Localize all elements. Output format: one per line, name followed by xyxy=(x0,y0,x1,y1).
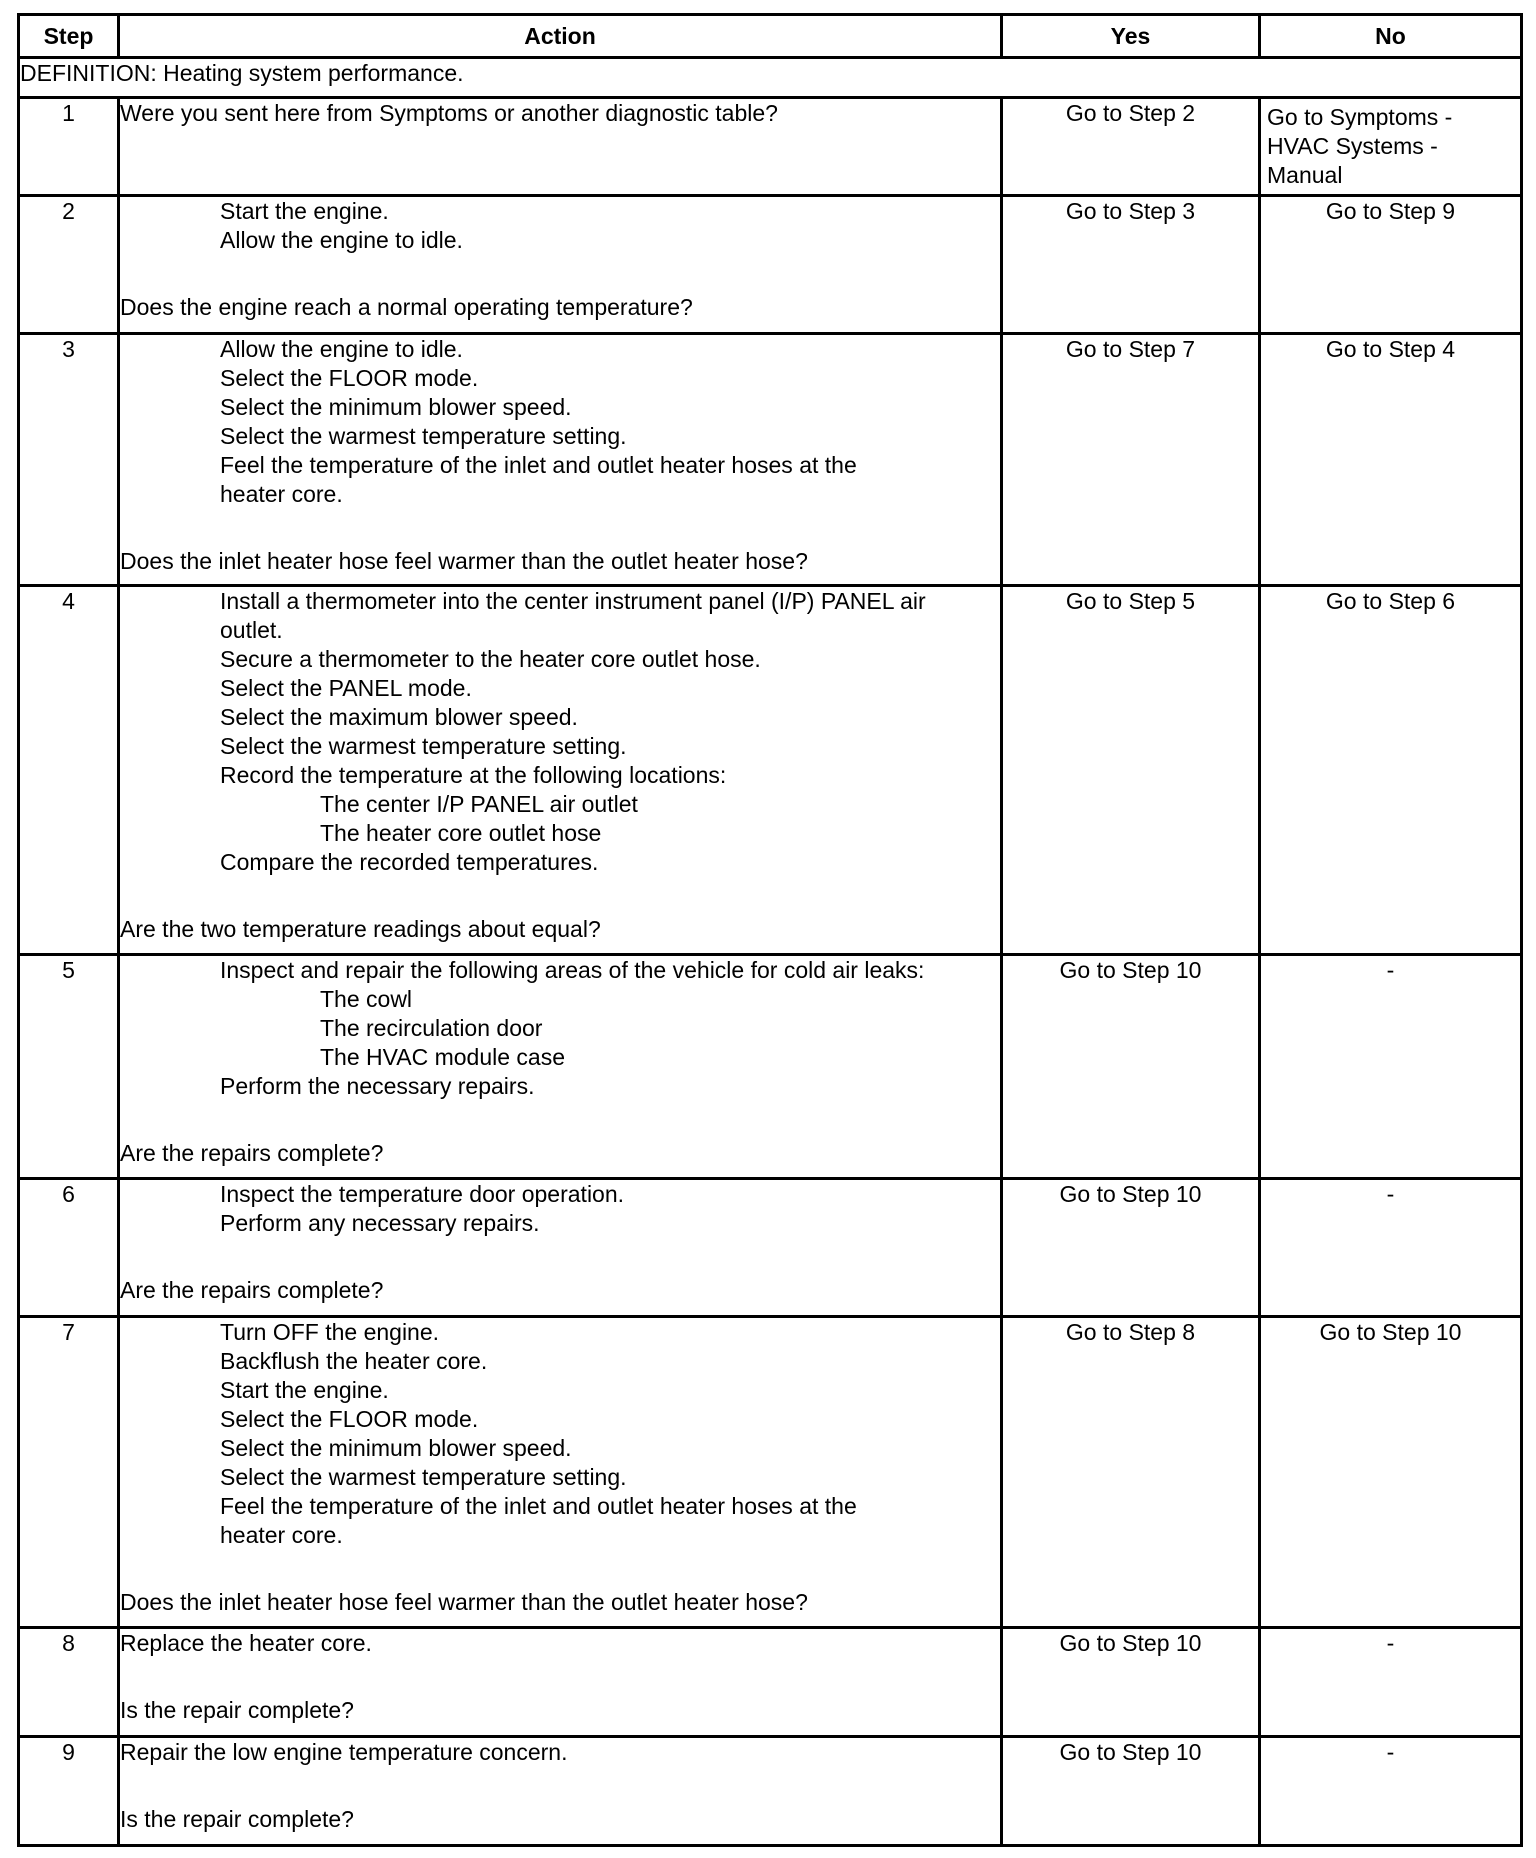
action-cell xyxy=(119,334,1002,586)
action-question: Are the two temperature readings about equal? xyxy=(120,916,601,942)
no-cell: Go to Step 9 xyxy=(1260,196,1522,334)
yes-cell: Go to Step 3 xyxy=(1002,196,1260,334)
action-line: Select the warmest temperature setting. xyxy=(220,733,627,759)
yes-cell: Go to Step 5 xyxy=(1002,586,1260,955)
no-cell: - xyxy=(1260,955,1522,1179)
action-cell xyxy=(119,955,1002,1179)
action-line: Feel the temperature of the inlet and outlet heater hoses at the heater core. xyxy=(220,1493,864,1548)
action-cell xyxy=(119,586,1002,955)
action-question: Does the engine reach a normal operating temperature? xyxy=(120,294,693,320)
action-line: Repair the low engine temperature concern. xyxy=(120,1739,568,1765)
table-row xyxy=(19,586,1522,955)
table-row xyxy=(19,1628,1522,1737)
step-number: 8 xyxy=(19,1628,119,1737)
no-cell: Go to Step 4 xyxy=(1260,334,1522,586)
action-subline: The center I/P PANEL air outlet xyxy=(320,791,638,817)
action-question: Does the inlet heater hose feel warmer than the outlet heater hose? xyxy=(120,1589,808,1615)
step-number: 7 xyxy=(19,1317,119,1628)
action-question: Does the inlet heater hose feel warmer than the outlet heater hose? xyxy=(120,548,808,574)
definition-text: DEFINITION: Heating system performance. xyxy=(19,58,1522,98)
action-line: Install a thermometer into the center instrument panel (I/P) PANEL air outlet. xyxy=(220,588,933,643)
yes-cell: Go to Step 10 xyxy=(1002,955,1260,1179)
step-number: 2 xyxy=(19,196,119,334)
no-cell: - xyxy=(1260,1737,1522,1846)
action-question: Is the repair complete? xyxy=(120,1806,354,1832)
action-question: Is the repair complete? xyxy=(120,1697,354,1723)
action-line: Start the engine. xyxy=(220,198,389,224)
header-no: No xyxy=(1260,15,1522,58)
step-number: 4 xyxy=(19,586,119,955)
table-row xyxy=(19,1737,1522,1846)
header-action: Action xyxy=(119,15,1002,58)
action-line: Replace the heater core. xyxy=(120,1630,372,1656)
table-row xyxy=(19,1179,1522,1317)
action-subline: The cowl xyxy=(320,986,413,1012)
action-line: Secure a thermometer to the heater core outlet hose. xyxy=(220,646,761,672)
action-line: Select the FLOOR mode. xyxy=(220,1406,479,1432)
action-line: Compare the recorded temperatures. xyxy=(220,849,599,875)
step-number: 3 xyxy=(19,334,119,586)
header-row xyxy=(19,15,1522,58)
no-cell: Go to Symptoms - HVAC Systems - Manual xyxy=(1260,98,1522,196)
action-line: Select the PANEL mode. xyxy=(220,675,472,701)
no-cell: - xyxy=(1260,1179,1522,1317)
table-row xyxy=(19,334,1522,586)
action-cell xyxy=(119,1628,1002,1737)
action-cell xyxy=(119,1737,1002,1846)
step-number: 1 xyxy=(19,98,119,196)
no-cell: - xyxy=(1260,1628,1522,1737)
action-line: Start the engine. xyxy=(220,1377,389,1403)
action-line: Turn OFF the engine. xyxy=(220,1319,440,1345)
action-line: Inspect the temperature door operation. xyxy=(220,1181,625,1207)
action-subline: The heater core outlet hose xyxy=(320,820,602,846)
no-cell: Go to Step 10 xyxy=(1260,1317,1522,1628)
yes-cell: Go to Step 10 xyxy=(1002,1737,1260,1846)
step-number: 5 xyxy=(19,955,119,1179)
action-question: Are the repairs complete? xyxy=(120,1277,384,1303)
action-line: Allow the engine to idle. xyxy=(220,227,463,253)
action-line: Select the FLOOR mode. xyxy=(220,365,479,391)
header-step: Step xyxy=(19,15,119,58)
action-line: Perform any necessary repairs. xyxy=(220,1210,540,1236)
yes-cell: Go to Step 10 xyxy=(1002,1179,1260,1317)
yes-cell: Go to Step 8 xyxy=(1002,1317,1260,1628)
action-question: Are the repairs complete? xyxy=(120,1140,384,1166)
action-line: Select the maximum blower speed. xyxy=(220,704,578,730)
action-line: Select the minimum blower speed. xyxy=(220,1435,572,1461)
action-cell xyxy=(119,196,1002,334)
action-question: Were you sent here from Symptoms or another diagnostic table? xyxy=(120,100,778,126)
diagnostic-table xyxy=(17,13,1523,1847)
yes-cell: Go to Step 10 xyxy=(1002,1628,1260,1737)
table-row xyxy=(19,1317,1522,1628)
action-cell xyxy=(119,98,1002,196)
header-yes: Yes xyxy=(1002,15,1260,58)
action-line: Select the warmest temperature setting. xyxy=(220,1464,627,1490)
action-subline: The recirculation door xyxy=(320,1015,543,1041)
action-line: Select the warmest temperature setting. xyxy=(220,423,627,449)
yes-cell: Go to Step 2 xyxy=(1002,98,1260,196)
table-row xyxy=(19,955,1522,1179)
action-line: Record the temperature at the following locations: xyxy=(220,762,727,788)
table-row xyxy=(19,196,1522,334)
no-cell: Go to Step 6 xyxy=(1260,586,1522,955)
action-subline: The HVAC module case xyxy=(320,1044,566,1070)
step-number: 6 xyxy=(19,1179,119,1317)
action-cell xyxy=(119,1179,1002,1317)
action-line: Backflush the heater core. xyxy=(220,1348,488,1374)
action-line: Allow the engine to idle. xyxy=(220,336,463,362)
yes-cell: Go to Step 7 xyxy=(1002,334,1260,586)
action-line: Inspect and repair the following areas of the vehicle for cold air leaks: xyxy=(220,957,925,983)
definition-row xyxy=(19,58,1522,98)
action-cell xyxy=(119,1317,1002,1628)
action-line: Feel the temperature of the inlet and outlet heater hoses at the heater core. xyxy=(220,452,864,507)
step-number: 9 xyxy=(19,1737,119,1846)
table-row xyxy=(19,98,1522,196)
action-line: Perform the necessary repairs. xyxy=(220,1073,535,1099)
action-line: Select the minimum blower speed. xyxy=(220,394,572,420)
